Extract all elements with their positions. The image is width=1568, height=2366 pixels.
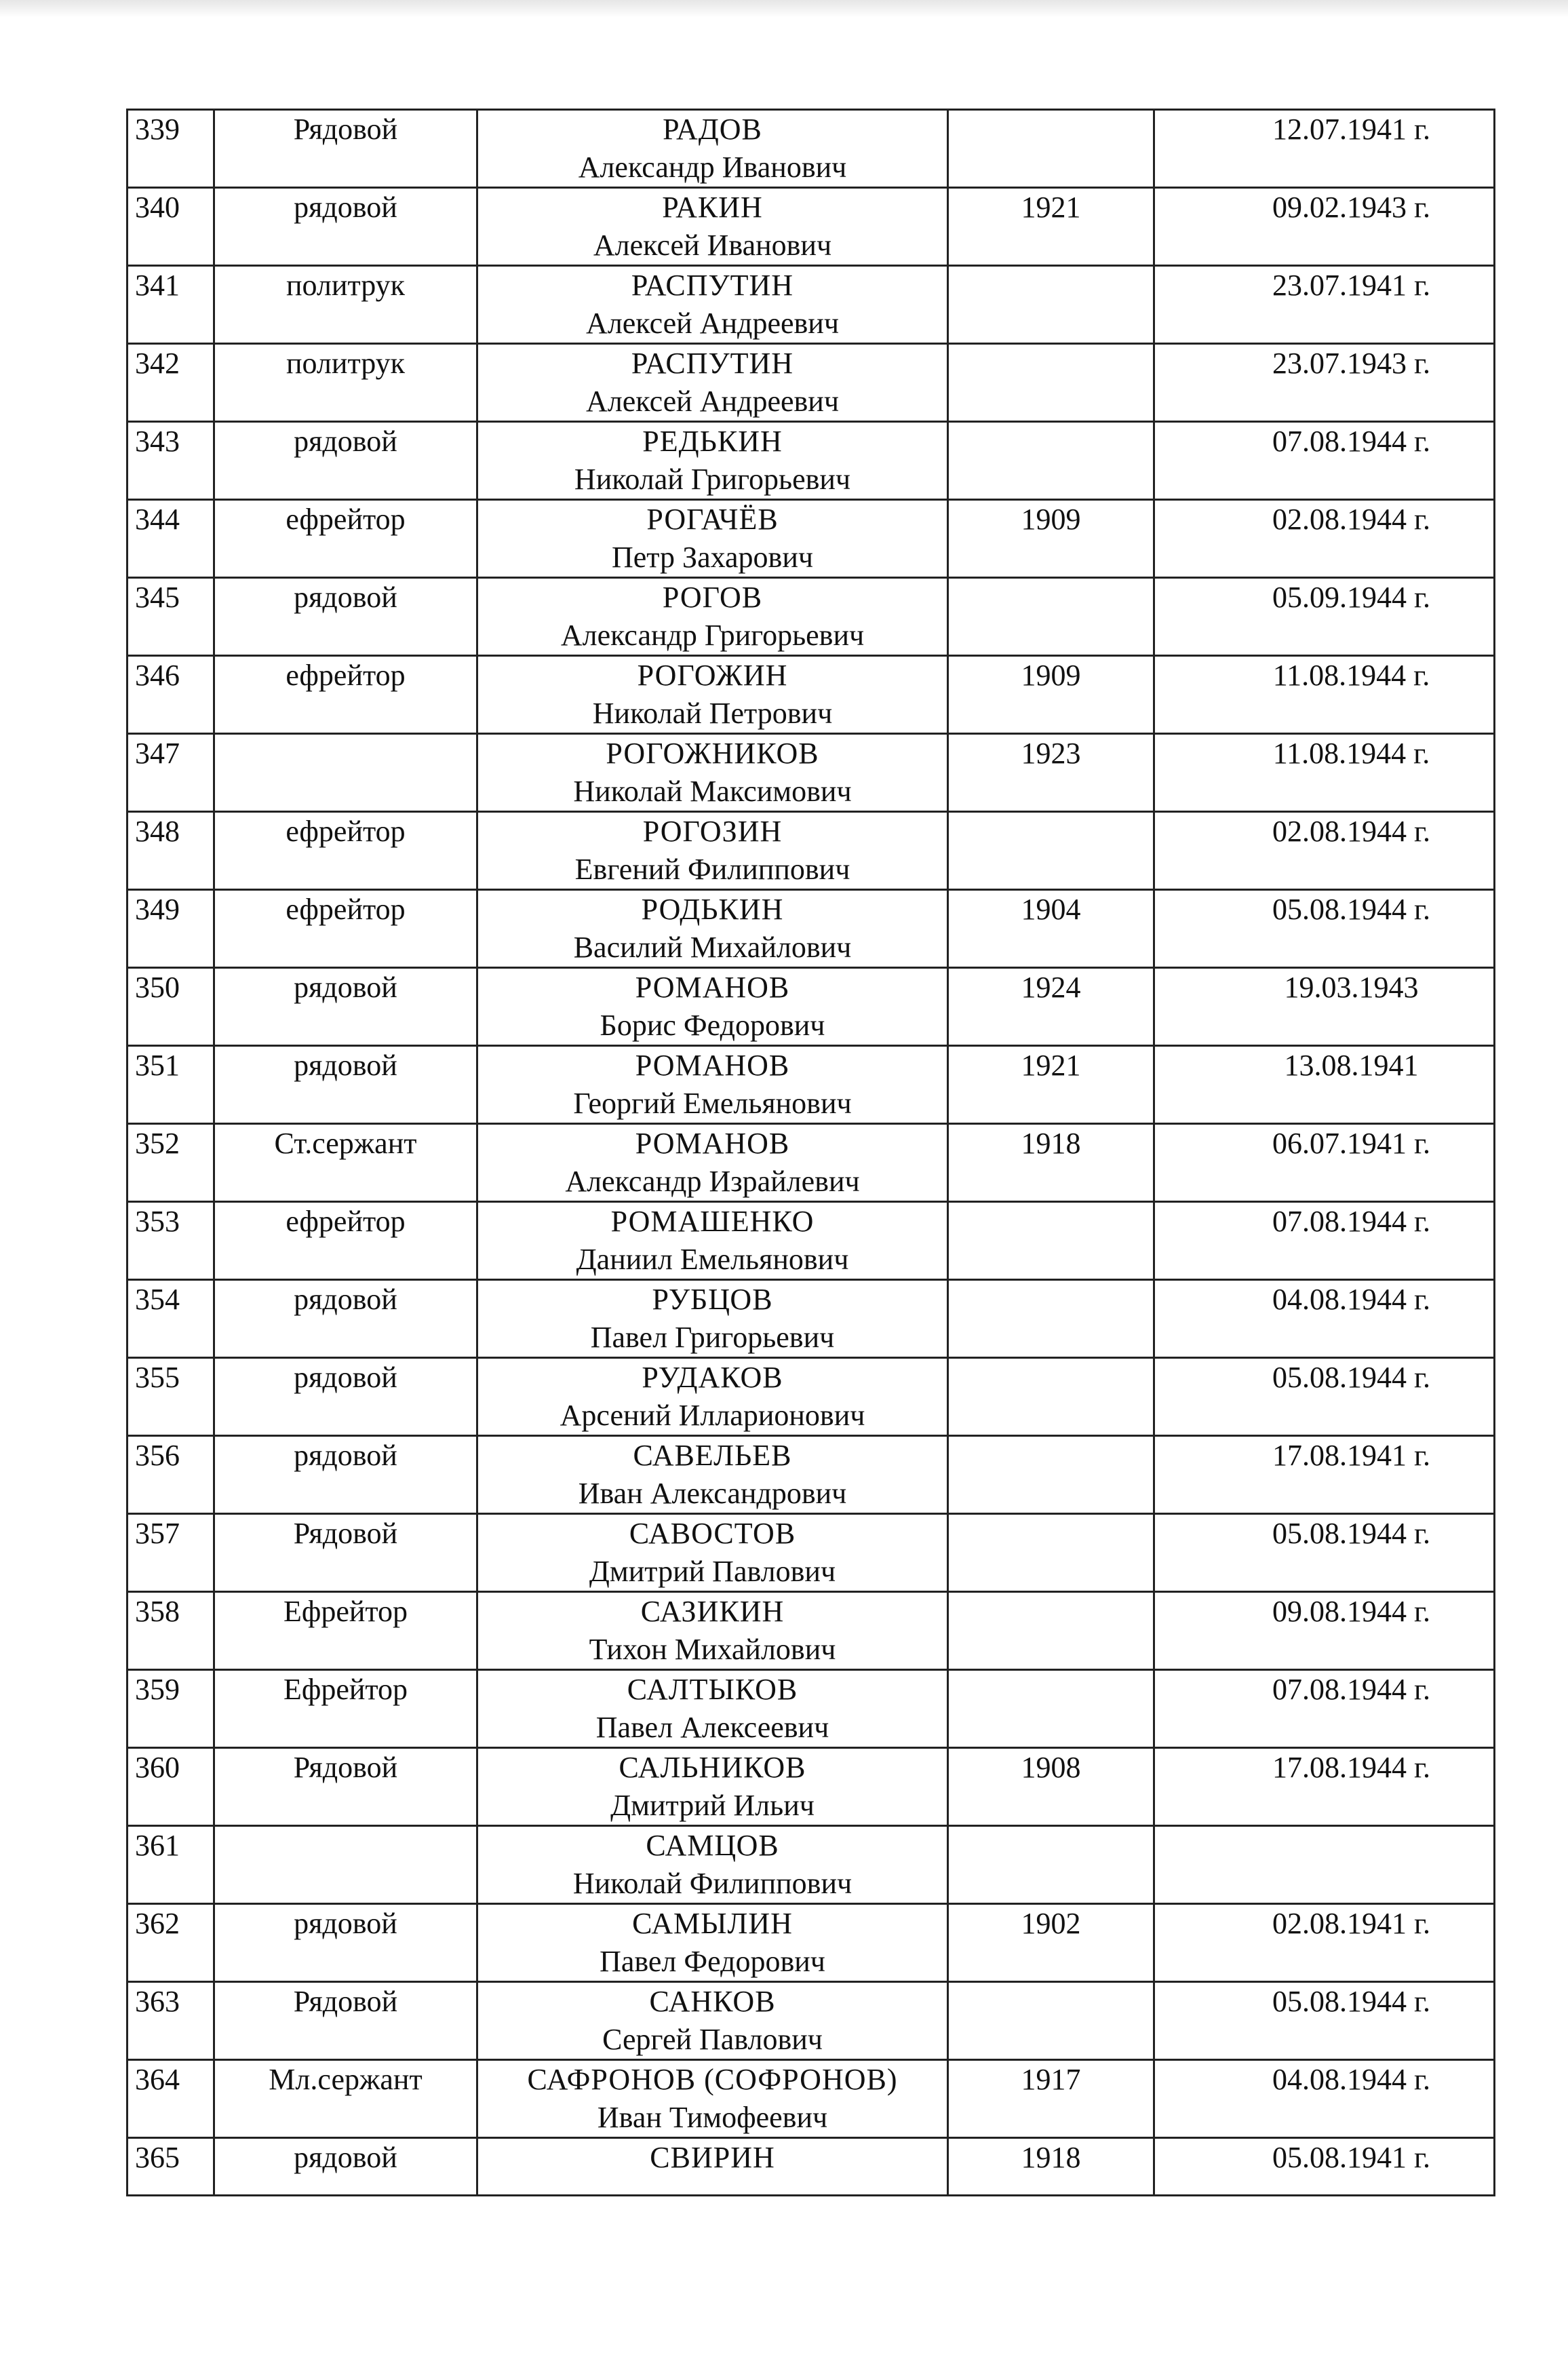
- table-row: [128, 344, 1495, 422]
- date-cell: 19.03.1943: [1154, 968, 1495, 1046]
- row-number: 347: [128, 734, 214, 812]
- surname: САВОСТОВ: [629, 1517, 796, 1550]
- date-cell: 04.08.1944 г.: [1154, 2060, 1495, 2138]
- table-row: [128, 1592, 1495, 1670]
- date-cell: 12.07.1941 г.: [1154, 110, 1495, 188]
- name-cell: [477, 422, 948, 500]
- table-row: [128, 890, 1495, 968]
- given-names: Алексей Андреевич: [586, 307, 839, 340]
- date-cell: 11.08.1944 г.: [1154, 734, 1495, 812]
- table-row: [128, 266, 1495, 344]
- birth-year-cell: [948, 1358, 1154, 1436]
- birth-year-cell: [948, 812, 1154, 890]
- birth-year-cell: 1923: [948, 734, 1154, 812]
- surname: САМЦОВ: [646, 1829, 779, 1862]
- given-names: Арсений Илларионович: [560, 1399, 865, 1432]
- surname: РОДЬКИН: [641, 893, 784, 926]
- name-cell: [477, 2138, 948, 2196]
- row-number: 345: [128, 578, 214, 656]
- rank-cell: рядовой: [214, 1904, 477, 1982]
- table-row: [128, 1904, 1495, 1982]
- rank-cell: Ефрейтор: [214, 1592, 477, 1670]
- name-cell: [477, 578, 948, 656]
- birth-year-cell: 1904: [948, 890, 1154, 968]
- given-names: Николай Филиппович: [572, 1867, 852, 1900]
- name-cell: [477, 500, 948, 578]
- date-cell: 23.07.1941 г.: [1154, 266, 1495, 344]
- rank-cell: политрук: [214, 344, 477, 422]
- row-number: 346: [128, 656, 214, 734]
- given-names: Алексей Иванович: [593, 229, 832, 262]
- row-number: 357: [128, 1514, 214, 1592]
- given-names: Александр Григорьевич: [560, 619, 865, 652]
- rank-cell: [214, 1826, 477, 1904]
- surname: САМЫЛИН: [632, 1907, 793, 1940]
- surname: РАДОВ: [663, 113, 762, 146]
- name-cell: [477, 1514, 948, 1592]
- name-cell: [477, 110, 948, 188]
- given-names: Николай Петрович: [592, 697, 833, 730]
- table-body: [128, 110, 1495, 2196]
- table-row: [128, 2138, 1495, 2196]
- name-cell: [477, 1436, 948, 1514]
- table-row: [128, 1514, 1495, 1592]
- row-number: 365: [128, 2138, 214, 2196]
- surname: СВИРИН: [650, 2141, 775, 2174]
- table-row: [128, 188, 1495, 266]
- surname: РОМАНОВ: [635, 1127, 790, 1160]
- rank-cell: Ефрейтор: [214, 1670, 477, 1748]
- name-cell: [477, 1358, 948, 1436]
- rank-cell: ефрейтор: [214, 500, 477, 578]
- row-number: 350: [128, 968, 214, 1046]
- table-row: [128, 812, 1495, 890]
- rank-cell: рядовой: [214, 1358, 477, 1436]
- rank-cell: Мл.сержант: [214, 2060, 477, 2138]
- name-cell: [477, 1670, 948, 1748]
- table-row: [128, 1124, 1495, 1202]
- table-row: [128, 2060, 1495, 2138]
- row-number: 349: [128, 890, 214, 968]
- birth-year-cell: [948, 1982, 1154, 2060]
- name-cell: [477, 1748, 948, 1826]
- scan-top-edge: [0, 0, 1568, 18]
- name-cell: [477, 734, 948, 812]
- surname: РОМАНОВ: [635, 971, 790, 1004]
- given-names: Иван Александрович: [578, 1477, 847, 1510]
- date-cell: 07.08.1944 г.: [1154, 1670, 1495, 1748]
- given-names: Дмитрий Ильич: [610, 1789, 815, 1822]
- given-names: Сергей Павлович: [602, 2023, 823, 2056]
- given-names: Александр Иванович: [578, 151, 847, 184]
- row-number: 358: [128, 1592, 214, 1670]
- row-number: 348: [128, 812, 214, 890]
- row-number: 362: [128, 1904, 214, 1982]
- birth-year-cell: [948, 422, 1154, 500]
- date-cell: 23.07.1943 г.: [1154, 344, 1495, 422]
- name-cell: [477, 656, 948, 734]
- birth-year-cell: 1909: [948, 656, 1154, 734]
- given-names: Тихон Михайлович: [589, 1633, 836, 1666]
- rank-cell: ефрейтор: [214, 812, 477, 890]
- surname: РОГОЖНИКОВ: [606, 737, 819, 770]
- birth-year-cell: [948, 1436, 1154, 1514]
- name-cell: [477, 266, 948, 344]
- name-cell: [477, 2060, 948, 2138]
- rank-cell: Рядовой: [214, 1982, 477, 2060]
- table-row: [128, 1748, 1495, 1826]
- surname: РАСПУТИН: [631, 269, 794, 302]
- row-number: 355: [128, 1358, 214, 1436]
- given-names: Николай Григорьевич: [574, 463, 851, 496]
- row-number: 360: [128, 1748, 214, 1826]
- surname: САЗИКИН: [640, 1595, 785, 1628]
- rank-cell: Рядовой: [214, 1748, 477, 1826]
- birth-year-cell: 1921: [948, 1046, 1154, 1124]
- table-row: [128, 1280, 1495, 1358]
- name-cell: [477, 968, 948, 1046]
- birth-year-cell: 1917: [948, 2060, 1154, 2138]
- date-cell: 05.08.1944 г.: [1154, 1514, 1495, 1592]
- birth-year-cell: 1909: [948, 500, 1154, 578]
- given-names: Евгений Филиппович: [574, 853, 850, 886]
- row-number: 340: [128, 188, 214, 266]
- surname: РОГОЖИН: [637, 659, 788, 692]
- surname: РУБЦОВ: [652, 1283, 773, 1316]
- rank-cell: политрук: [214, 266, 477, 344]
- date-cell: 05.08.1944 г.: [1154, 1358, 1495, 1436]
- name-cell: [477, 1592, 948, 1670]
- birth-year-cell: 1908: [948, 1748, 1154, 1826]
- soldier-list-table: [126, 109, 1495, 2196]
- name-cell: [477, 1202, 948, 1280]
- date-cell: 09.08.1944 г.: [1154, 1592, 1495, 1670]
- surname: САЛЬНИКОВ: [619, 1751, 806, 1784]
- surname: САФРОНОВ (СОФРОНОВ): [527, 2063, 898, 2096]
- name-cell: [477, 1046, 948, 1124]
- row-number: 359: [128, 1670, 214, 1748]
- table-row: [128, 1982, 1495, 2060]
- given-names: Даниил Емельянович: [576, 1243, 849, 1276]
- date-cell: 11.08.1944 г.: [1154, 656, 1495, 734]
- row-number: 351: [128, 1046, 214, 1124]
- date-cell: 06.07.1941 г.: [1154, 1124, 1495, 1202]
- table-row: [128, 1358, 1495, 1436]
- row-number: 339: [128, 110, 214, 188]
- table-row: [128, 578, 1495, 656]
- given-names: Дмитрий Павлович: [589, 1555, 836, 1588]
- birth-year-cell: [948, 1280, 1154, 1358]
- birth-year-cell: 1918: [948, 2138, 1154, 2196]
- surname: РОМАШЕНКО: [610, 1205, 815, 1238]
- birth-year-cell: [948, 1826, 1154, 1904]
- rank-cell: рядовой: [214, 968, 477, 1046]
- date-cell: 02.08.1944 г.: [1154, 812, 1495, 890]
- row-number: 342: [128, 344, 214, 422]
- surname: САВЕЛЬЕВ: [633, 1439, 792, 1472]
- name-cell: [477, 1826, 948, 1904]
- date-cell: 07.08.1944 г.: [1154, 422, 1495, 500]
- surname: РАСПУТИН: [631, 347, 794, 380]
- date-cell: 17.08.1941 г.: [1154, 1436, 1495, 1514]
- given-names: Павел Федорович: [600, 1945, 825, 1978]
- table-row: [128, 500, 1495, 578]
- birth-year-cell: [948, 110, 1154, 188]
- birth-year-cell: [948, 578, 1154, 656]
- given-names: Василий Михайлович: [573, 931, 852, 964]
- rank-cell: ефрейтор: [214, 656, 477, 734]
- rank-cell: рядовой: [214, 1046, 477, 1124]
- surname: РОМАНОВ: [635, 1049, 790, 1082]
- date-cell: 09.02.1943 г.: [1154, 188, 1495, 266]
- date-cell: 13.08.1941: [1154, 1046, 1495, 1124]
- row-number: 364: [128, 2060, 214, 2138]
- name-cell: [477, 1904, 948, 1982]
- date-cell: 02.08.1941 г.: [1154, 1904, 1495, 1982]
- birth-year-cell: [948, 1514, 1154, 1592]
- given-names: Иван Тимофеевич: [597, 2101, 828, 2134]
- birth-year-cell: [948, 1202, 1154, 1280]
- table-row: [128, 968, 1495, 1046]
- given-names: Александр Израйлевич: [565, 1165, 860, 1198]
- rank-cell: рядовой: [214, 578, 477, 656]
- rank-cell: [214, 734, 477, 812]
- rank-cell: ефрейтор: [214, 890, 477, 968]
- birth-year-cell: [948, 266, 1154, 344]
- birth-year-cell: 1924: [948, 968, 1154, 1046]
- rank-cell: рядовой: [214, 2138, 477, 2196]
- row-number: 363: [128, 1982, 214, 2060]
- rank-cell: рядовой: [214, 422, 477, 500]
- table-row: [128, 1670, 1495, 1748]
- table-row: [128, 1046, 1495, 1124]
- row-number: 354: [128, 1280, 214, 1358]
- date-cell: 05.08.1944 г.: [1154, 1982, 1495, 2060]
- rank-cell: ефрейтор: [214, 1202, 477, 1280]
- row-number: 343: [128, 422, 214, 500]
- rank-cell: Рядовой: [214, 110, 477, 188]
- given-names: Николай Максимович: [573, 775, 852, 808]
- name-cell: [477, 890, 948, 968]
- given-names: Борис Федорович: [600, 1009, 825, 1042]
- row-number: 352: [128, 1124, 214, 1202]
- given-names: Алексей Андреевич: [586, 385, 839, 418]
- table-row: [128, 422, 1495, 500]
- given-names: Георгий Емельянович: [573, 1087, 852, 1120]
- table-row: [128, 734, 1495, 812]
- rank-cell: рядовой: [214, 188, 477, 266]
- rank-cell: рядовой: [214, 1280, 477, 1358]
- birth-year-cell: 1921: [948, 188, 1154, 266]
- given-names: Павел Алексеевич: [595, 1711, 829, 1744]
- table-row: [128, 1202, 1495, 1280]
- birth-year-cell: [948, 344, 1154, 422]
- date-cell: 17.08.1944 г.: [1154, 1748, 1495, 1826]
- table-row: [128, 110, 1495, 188]
- name-cell: [477, 812, 948, 890]
- surname: РАКИН: [662, 191, 763, 224]
- given-names: Павел Григорьевич: [590, 1321, 835, 1354]
- row-number: 353: [128, 1202, 214, 1280]
- rank-cell: Ст.сержант: [214, 1124, 477, 1202]
- birth-year-cell: 1902: [948, 1904, 1154, 1982]
- row-number: 361: [128, 1826, 214, 1904]
- given-names: Петр Захарович: [611, 541, 814, 574]
- birth-year-cell: 1918: [948, 1124, 1154, 1202]
- name-cell: [477, 1280, 948, 1358]
- date-cell: 04.08.1944 г.: [1154, 1280, 1495, 1358]
- table-row: [128, 1826, 1495, 1904]
- date-cell: 05.09.1944 г.: [1154, 578, 1495, 656]
- surname: РОГОВ: [662, 581, 763, 614]
- name-cell: [477, 1982, 948, 2060]
- date-cell: 07.08.1944 г.: [1154, 1202, 1495, 1280]
- table-row: [128, 1436, 1495, 1514]
- name-cell: [477, 1124, 948, 1202]
- surname: РОГОЗИН: [642, 815, 783, 848]
- date-cell: [1154, 1826, 1495, 1904]
- date-cell: 05.08.1944 г.: [1154, 890, 1495, 968]
- surname: РЕДЬКИН: [642, 425, 783, 458]
- surname: РУДАКОВ: [642, 1361, 783, 1394]
- row-number: 341: [128, 266, 214, 344]
- row-number: 356: [128, 1436, 214, 1514]
- rank-cell: Рядовой: [214, 1514, 477, 1592]
- rank-cell: рядовой: [214, 1436, 477, 1514]
- surname: САЛТЫКОВ: [627, 1673, 798, 1706]
- date-cell: 02.08.1944 г.: [1154, 500, 1495, 578]
- surname: САНКОВ: [649, 1985, 776, 2018]
- date-cell: 05.08.1941 г.: [1154, 2138, 1495, 2196]
- birth-year-cell: [948, 1670, 1154, 1748]
- name-cell: [477, 344, 948, 422]
- surname: РОГАЧЁВ: [646, 503, 779, 536]
- birth-year-cell: [948, 1592, 1154, 1670]
- name-cell: [477, 188, 948, 266]
- table-row: [128, 656, 1495, 734]
- row-number: 344: [128, 500, 214, 578]
